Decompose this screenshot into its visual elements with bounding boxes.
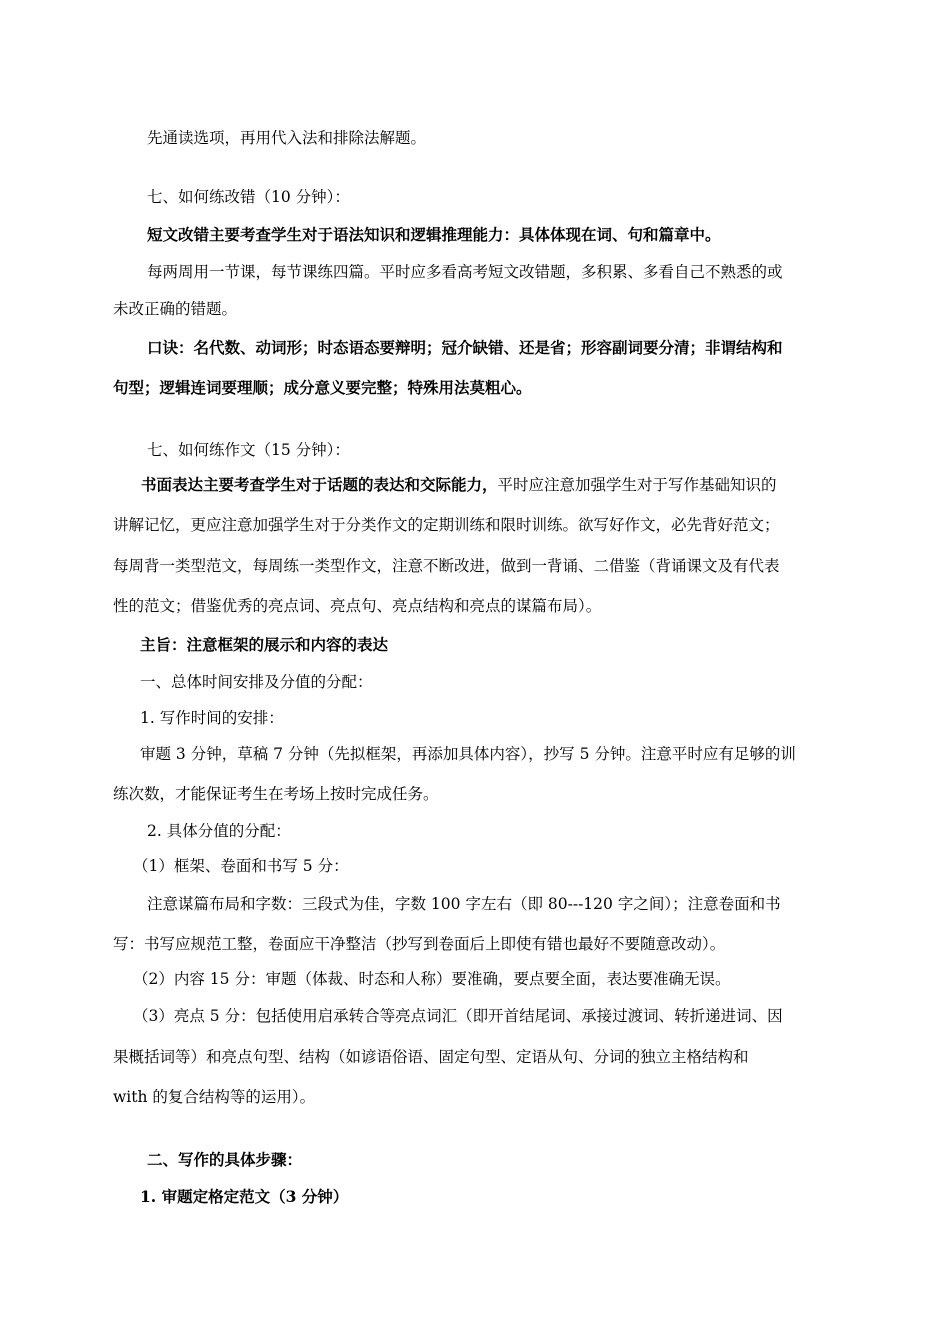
text-line: 未改正确的错题。	[113, 300, 238, 318]
section-heading-steps: 二、写作的具体步骤：	[147, 1150, 303, 1169]
mnemonic-line: 口诀：名代数、动词形；时态语态要辩明；冠介缺错、还是省；形容副词要分清；非谓结构和	[147, 338, 783, 357]
text-line: 写：书写应规范工整，卷面应干净整洁（抄写到卷面后上即使有错也最好不要随意改动）。	[113, 935, 726, 953]
text-line: 练次数，才能保证考生在考场上按时完成任务。	[113, 785, 439, 803]
text-line: with 的复合结构等的运用）。	[113, 1088, 316, 1106]
subheading: 一、总体时间安排及分值的分配：	[140, 673, 373, 691]
text-line: 审题 3 分钟，草稿 7 分钟（先拟框架，再添加具体内容），抄写 5 分钟。注意平时应有足够的训	[140, 745, 796, 763]
text-line: （2）内容 15 分：审题（体裁、时态和人称）要准确，要点要全面，表达要准确无误。	[133, 970, 731, 988]
subheading: 2. 具体分值的分配：	[147, 822, 291, 840]
subheading: 1. 写作时间的安排：	[140, 709, 284, 727]
text-line: 注意谋篇布局和字数：三段式为佳，字数 100 字左右（即 80---120 字之间）；注意卷面和书	[147, 895, 781, 913]
section-heading-error-correction: 七、如何练改错（10 分钟）：	[147, 188, 350, 206]
text-line: 讲解记忆，更应注意加强学生对于分类作文的定期训练和限时训练。欲写好作文，必先背好范文；	[113, 516, 780, 534]
text-line: 果概括词等）和亮点句型、结构（如谚语俗语、固定句型、定语从句、分词的独立主格结构和	[113, 1048, 749, 1066]
text-line: 先通读选项，再用代入法和排除法解题。	[147, 129, 427, 147]
subheading: （1）框架、卷面和书写 5 分：	[133, 857, 349, 875]
bold-summary: 短文改错主要考查学生对于语法知识和逻辑推理能力：具体体现在词、句和篇章中。	[147, 225, 721, 244]
text-fragment: 平时应注意加强学生对于写作基础知识的	[497, 476, 777, 494]
text-line: 每周背一类型范文，每周练一类型作文，注意不断改进，做到一背诵、二借鉴（背诵课文及有代表	[113, 557, 780, 575]
text-line: 每两周用一节课，每节课练四篇。平时应多看高考短文改错题，多积累、多看自己不熟悉的或	[147, 263, 783, 281]
text-line: 性的范文；借鉴优秀的亮点词、亮点句、亮点结构和亮点的谋篇布局）。	[113, 597, 602, 615]
mixed-line	[141, 475, 777, 495]
text-line: （3）亮点 5 分：包括使用启承转合等亮点词汇（即开首结尾词、承接过渡词、转折递进词、因	[133, 1007, 783, 1025]
theme-line: 主旨：注意框架的展示和内容的表达	[140, 635, 389, 654]
step-heading: 1. 审题定格定范文（3 分钟）	[140, 1187, 349, 1206]
bold-summary: 书面表达主要考查学生对于话题的表达和交际能力，	[141, 475, 498, 494]
section-heading-composition: 七、如何练作文（15 分钟）：	[147, 441, 350, 459]
mnemonic-line: 句型；逻辑连词要理顺；成分意义要完整；特殊用法莫粗心。	[113, 378, 532, 397]
